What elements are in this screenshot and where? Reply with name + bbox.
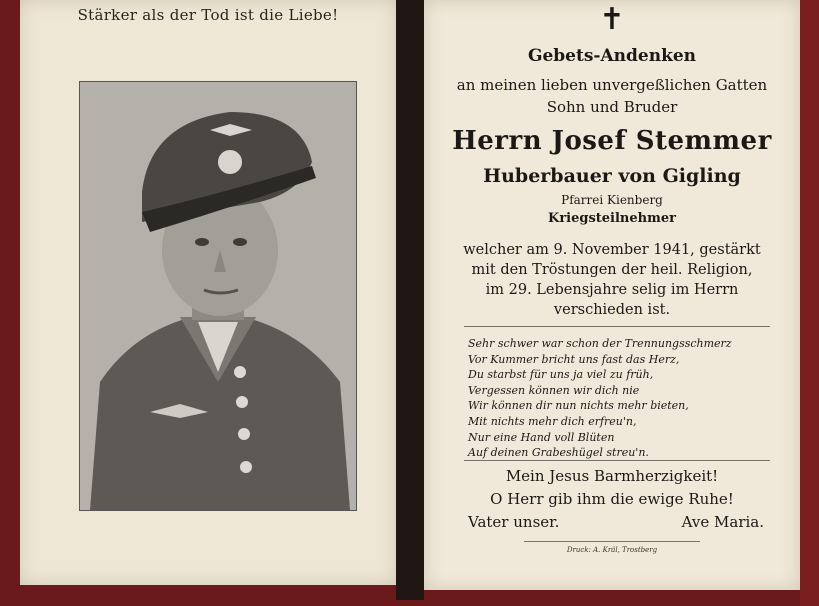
printer-credit: Druck: A. Kräl, Trostberg: [566, 546, 658, 554]
death-notice-line: mit den Tröstungen der heil. Religion,: [471, 262, 753, 278]
parish-text: Pfarrei Kienberg: [561, 193, 663, 207]
poem-line: Vor Kummer bricht uns fast das Herz,: [468, 352, 680, 366]
deceased-name: Herrn Josef Stemmer: [452, 126, 772, 156]
divider-rule: [464, 326, 770, 327]
death-notice-line: im 29. Lebensjahre selig im Herrn: [485, 282, 739, 298]
poem-line: Sehr schwer war schon der Trennungsschmerz: [468, 337, 732, 350]
poem-line: Vergessen können wir dich nie: [468, 383, 640, 397]
poem-line: Du starbst für uns ja viel zu früh,: [468, 368, 654, 382]
prayer-line: [468, 513, 764, 531]
death-notice: [424, 240, 800, 320]
prayer-ave-maria: Ave Maria.: [681, 513, 764, 531]
dedication-line-1: an meinen lieben unvergeßlichen Gatten: [456, 76, 768, 94]
prayer-vater-unser: Vater unser.: [468, 513, 560, 531]
memorial-card-right: [424, 0, 800, 590]
card-divider: [396, 0, 424, 600]
motto-text: Stärker als der Tod ist die Liebe!: [77, 6, 339, 24]
heading: Gebets-Andenken: [527, 46, 697, 66]
dedication-line-2: Sohn und Bruder: [546, 98, 678, 116]
divider-rule: [524, 541, 700, 542]
memorial-card-left: [20, 0, 396, 585]
divider-rule: [464, 460, 770, 461]
poem-line: Mit nichts mehr dich erfreu'n,: [468, 414, 637, 428]
deceased-title: Huberbauer von Gigling: [483, 165, 741, 187]
cross-icon: ✝: [599, 2, 625, 37]
closing-line-2: O Herr gib ihm die ewige Ruhe!: [490, 490, 734, 508]
poem-line: Wir können dir nun nichts mehr bieten,: [468, 399, 689, 413]
faded-print-residue: [60, 518, 360, 530]
closing-line-1: Mein Jesus Barmherzigkeit!: [505, 467, 719, 485]
soldier-portrait-icon: [80, 82, 356, 510]
portrait-photo: [79, 81, 357, 511]
poem-line: Nur eine Hand voll Blüten: [468, 430, 615, 444]
death-notice-line: welcher am 9. November 1941, gestärkt: [463, 242, 761, 258]
status-text: Kriegsteilnehmer: [548, 211, 676, 226]
poem: [468, 336, 768, 461]
poem-line: Auf deinen Grabeshügel streu'n.: [468, 446, 649, 460]
death-notice-line: verschieden ist.: [553, 302, 671, 318]
background-edge: [800, 0, 819, 606]
